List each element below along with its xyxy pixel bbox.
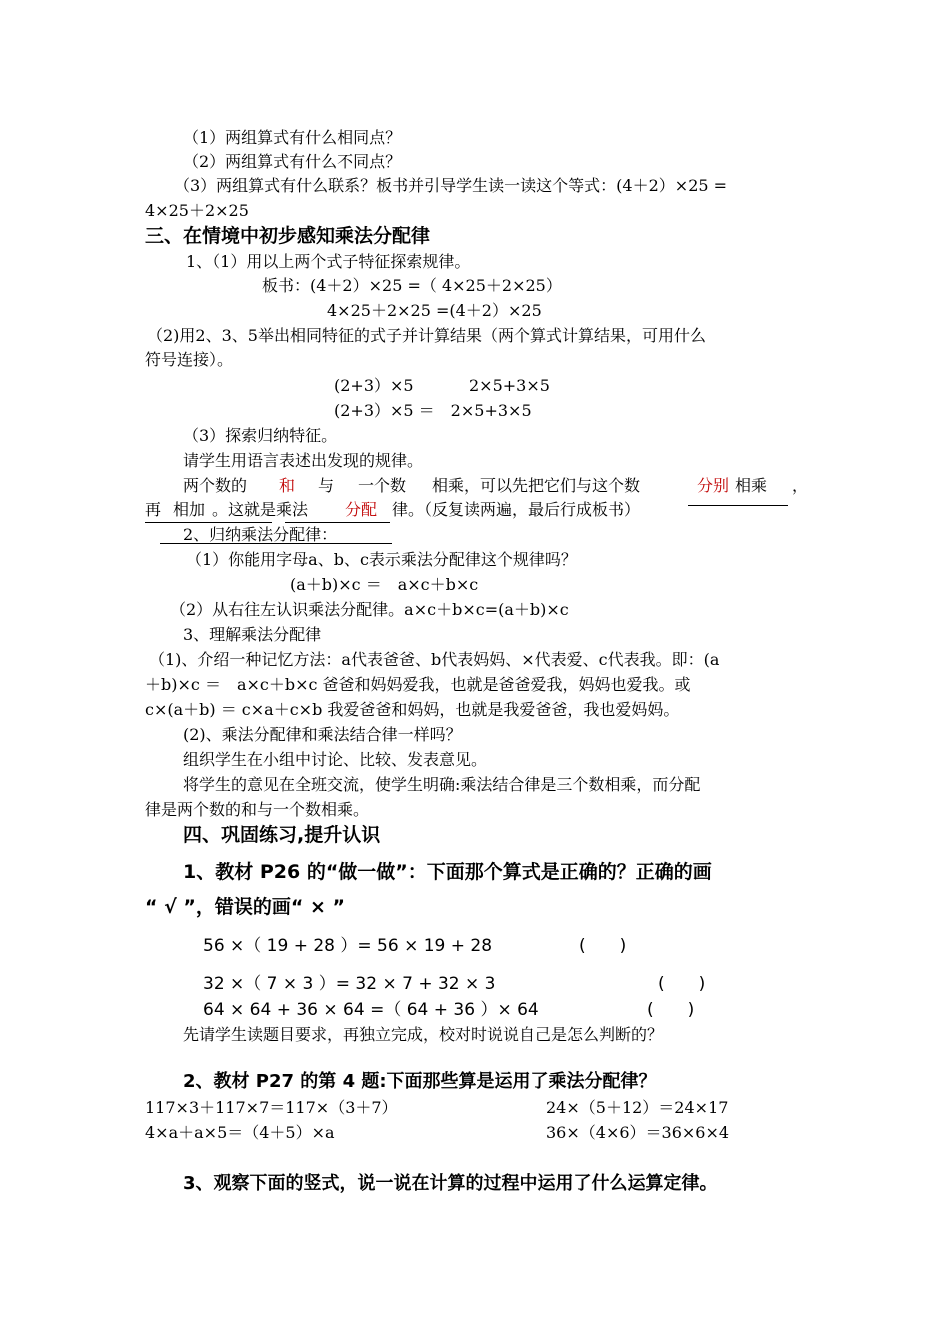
task-1-title: 1、教材 P26 的“做一做”：下面那个算式是正确的？正确的画 bbox=[183, 861, 712, 883]
underline-rule bbox=[688, 505, 788, 506]
step-1-part-2: （2)用2、3、5举出相同特征的式子并计算结果（两个算式计算结果，可用什么 bbox=[147, 326, 706, 345]
memory-method-continued: ＋b)×c ＝ a×c＋b×c 爸爸和妈妈爱我，也就是爸爸爱我，妈妈也爱我。或 bbox=[145, 675, 691, 694]
question-1: （1）两组算式有什么相同点？ bbox=[183, 128, 402, 147]
rule-text: 相乘 bbox=[735, 476, 768, 495]
memory-method-continued: c×(a＋b) ＝ c×a＋c×b 我爱爸爸和妈妈，也就是我爱爸爸，我也爱妈妈。 bbox=[145, 700, 680, 719]
question-3: （3）两组算式有什么联系？板书并引导学生读一读这个等式：(4＋2）×25 = bbox=[174, 176, 728, 195]
memory-method: （1)、介绍一种记忆方法：a代表爸爸、b代表妈妈、×代表爱、c代表我。即：(a bbox=[149, 650, 720, 669]
step-2-question-1: （1）你能用字母a、b、c表示乘法分配律这个规律吗？ bbox=[186, 550, 577, 569]
task-2-expression: 4×a＋a×5＝（4＋5）×a bbox=[145, 1123, 335, 1142]
step-3: 3、理解乘法分配律 bbox=[183, 625, 322, 644]
step-1-part-2-continued: 符号连接）。 bbox=[145, 350, 234, 369]
task-3-title: 3、观察下面的竖式，说一说在计算的过程中运用了什么运算定律。 bbox=[183, 1173, 718, 1194]
exercise-3: 64 × 64 + 36 × 64 =（ 64 + 36 ）× 64 bbox=[203, 1000, 539, 1020]
task-2-expression: 24×（5＋12）＝24×17 bbox=[546, 1098, 729, 1117]
example-equation: (2+3）×5 ＝ 2×5+3×5 bbox=[334, 401, 532, 420]
rule-text: 律。（反复读两遍，最后行成板书） bbox=[392, 500, 641, 519]
question-2: （2）两组算式有什么不同点？ bbox=[183, 152, 402, 171]
rule-blank-separately: 分别 bbox=[697, 476, 730, 495]
step-1-part-3: （3）探索归纳特征。 bbox=[183, 426, 338, 445]
task-2-expression: 36×（4×6）＝36×6×4 bbox=[546, 1123, 730, 1142]
underline-rule bbox=[285, 522, 390, 523]
answer-blank[interactable]: ( ) bbox=[647, 1000, 695, 1020]
rule-text: 两个数的 bbox=[183, 476, 248, 495]
rule-blank-he: 和 bbox=[279, 476, 296, 495]
question-3-continued: 4×25＋2×25 bbox=[145, 201, 249, 220]
rule-text: 再 bbox=[145, 500, 162, 519]
section-3-title: 三、在情境中初步感知乘法分配律 bbox=[145, 225, 431, 247]
rule-blank-add: 相加 bbox=[173, 500, 206, 519]
rule-text: 相乘，可以先把它们与这个数 bbox=[432, 476, 641, 495]
class-exchange-continued: 律是两个数的和与一个数相乘。 bbox=[145, 800, 370, 819]
exercise-1: 56 ×（ 19 + 28 ）= 56 × 19 + 28 bbox=[203, 936, 493, 956]
task-2-expression: 117×3＋117×7＝117×（3＋7） bbox=[145, 1098, 398, 1117]
task-2-title: 2、教材 P27 的第 4 题:下面那些算是运用了乘法分配律？ bbox=[183, 1071, 657, 1092]
step-2: 2、归纳乘法分配律： bbox=[183, 525, 338, 544]
group-discussion: 组织学生在小组中讨论、比较、发表意见。 bbox=[183, 750, 488, 769]
class-exchange: 将学生的意见在全班交流，使学生明确:乘法结合律是三个数相乘，而分配 bbox=[183, 775, 701, 794]
example-left: (2+3）×5 bbox=[334, 376, 414, 395]
underline-rule bbox=[160, 543, 392, 544]
step-1: 1、（1）用以上两个式子特征探索规律。 bbox=[186, 252, 471, 271]
rule-text: 与 bbox=[318, 476, 335, 495]
board-line-2: 4×25＋2×25 =(4＋2）×25 bbox=[327, 301, 542, 320]
section-4-title: 四、巩固练习,提升认识 bbox=[183, 824, 381, 846]
instruction-describe-rule: 请学生用语言表述出发现的规律。 bbox=[183, 451, 424, 470]
task-1-title-continued: “ √ ”，错误的画“ × ” bbox=[145, 896, 346, 918]
rule-blank-distribute: 分配 bbox=[345, 500, 378, 519]
exercise-2: 32 ×（ 7 × 3 ）= 32 × 7 + 32 × 3 bbox=[203, 974, 496, 994]
rule-text: ， bbox=[792, 476, 809, 495]
rule-text: 。这就是乘法 bbox=[212, 500, 309, 519]
underline-rule bbox=[145, 522, 272, 523]
step-3-question-2: (2)、乘法分配律和乘法结合律一样吗？ bbox=[183, 725, 462, 744]
example-right: 2×5+3×5 bbox=[469, 376, 550, 395]
rule-blank-number: 一个数 bbox=[358, 476, 407, 495]
answer-blank[interactable]: ( ) bbox=[658, 974, 706, 994]
step-2-question-2: （2）从右往左认识乘法分配律。a×c＋b×c=(a＋b)×c bbox=[170, 600, 569, 619]
task-1-instruction: 先请学生读题目要求，再独立完成，校对时说说自己是怎么判断的？ bbox=[183, 1025, 664, 1044]
answer-blank[interactable]: ( ) bbox=[579, 936, 627, 956]
board-line-1: 板书：(4＋2）×25 =（ 4×25＋2×25） bbox=[262, 276, 562, 295]
distributive-formula: (a＋b)×c ＝ a×c＋b×c bbox=[290, 575, 479, 594]
